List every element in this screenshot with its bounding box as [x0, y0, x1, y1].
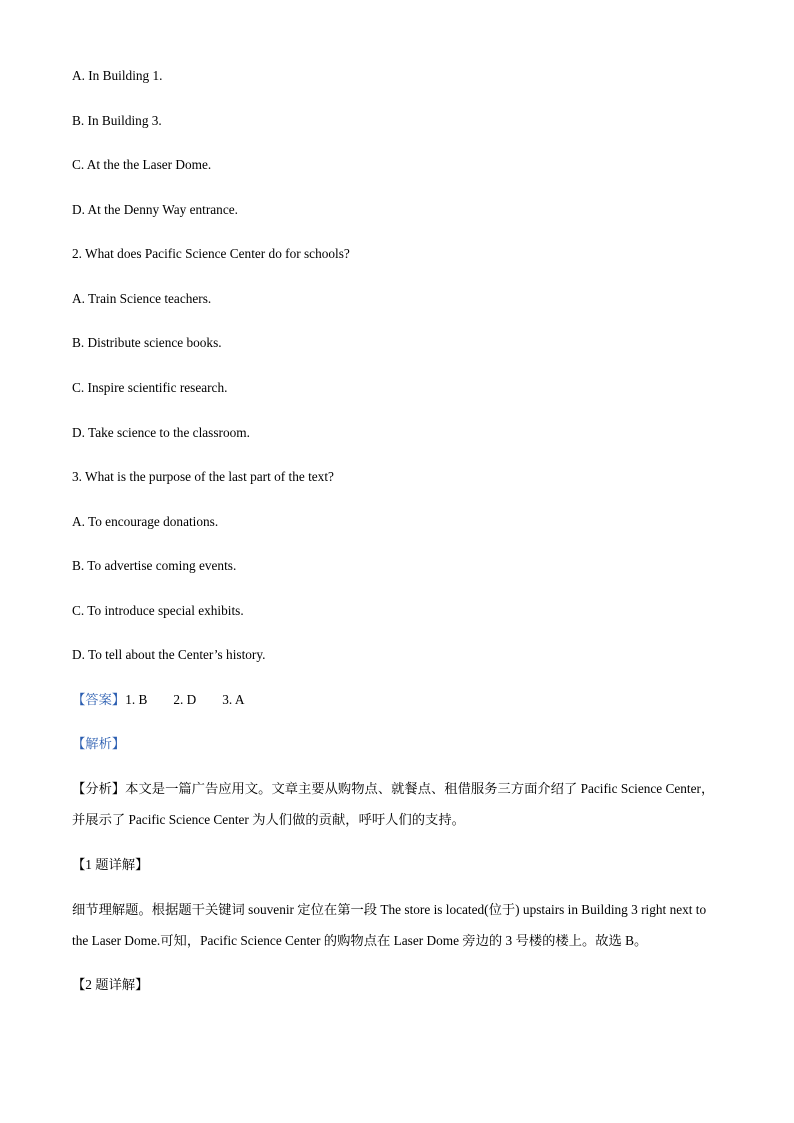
q3-stem: 3. What is the purpose of the last part of the text?: [72, 469, 334, 484]
q1-option-a: A. In Building 1.: [72, 68, 163, 83]
analysis-tag: 【解析】: [72, 736, 126, 751]
detail-1-paragraph: 细节理解题。根据题干关键词 souvenir 定位在第一段 The store is located(位于) upstairs in Building 3 right next to the Laser Dome.可知，Pacific Science Center 的购物点在 Laser Dome 旁边的 3 号楼的楼上。故选 B。: [72, 902, 707, 948]
q3-option-c: C. To introduce special exhibits.: [72, 603, 244, 618]
q1-option-c: C. At the the Laser Dome.: [72, 157, 212, 172]
detail-1-heading: 【1 题详解】: [72, 857, 149, 872]
detail-2-heading: 【2 题详解】: [72, 977, 149, 992]
answer-line: [72, 692, 244, 708]
q2-stem: 2. What does Pacific Science Center do for schools?: [72, 246, 350, 261]
q2-option-c: C. Inspire scientific research.: [72, 380, 228, 395]
q2-option-a: A. Train Science teachers.: [72, 291, 212, 306]
q3-option-b: B. To advertise coming events.: [72, 558, 237, 573]
summary-paragraph: 【分析】本文是一篇广告应用文。文章主要从购物点、就餐点、租借服务三方面介绍了 Pacific Science Center，并展示了 Pacific Science Center 为人们做的贡献，呼吁人们的支持。: [72, 781, 715, 827]
q3-option-a: A. To encourage donations.: [72, 514, 219, 529]
answer-3: 3. A: [222, 692, 245, 707]
answer-tag: 【答案】: [72, 692, 126, 707]
q2-option-d: D. Take science to the classroom.: [72, 425, 250, 440]
answer-1: 1. B: [125, 692, 148, 707]
answer-2: 2. D: [173, 692, 197, 707]
q1-option-b: B. In Building 3.: [72, 113, 162, 128]
q3-option-d: D. To tell about the Center’s history.: [72, 647, 266, 662]
q2-option-b: B. Distribute science books.: [72, 335, 222, 350]
q1-option-d: D. At the Denny Way entrance.: [72, 202, 238, 217]
